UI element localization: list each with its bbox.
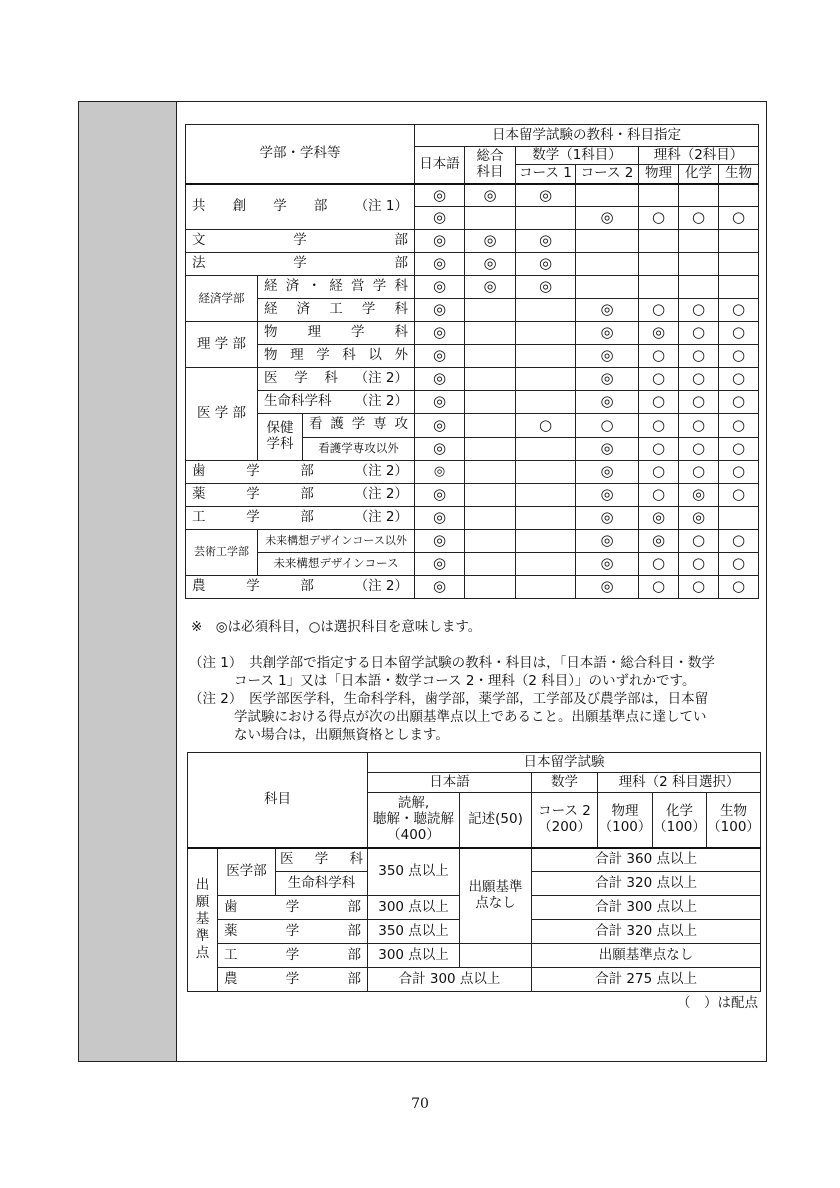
- mark: ◎: [415, 391, 465, 414]
- mark: ◎: [415, 184, 465, 207]
- note-1a: （注 1） 共創学部で指定する日本留学試験の教科・科目は，「日本語・総合科目・数学: [189, 655, 715, 671]
- val-none: 出願基準点なし: [532, 944, 761, 968]
- mark: ○: [719, 414, 759, 438]
- faculty-igakubu: 医学部: [218, 848, 276, 896]
- row-nougaku: 農 学 部: [218, 968, 368, 992]
- header-reading: 読解, 聴解・聴読解 （400）: [368, 793, 460, 848]
- mark: ○: [639, 576, 679, 599]
- mark: ◎: [415, 345, 465, 368]
- mark: ◎: [576, 437, 639, 461]
- header-writing: 記述(50): [460, 793, 532, 848]
- val-350b: 350 点以上: [368, 920, 460, 944]
- mark: ◎: [679, 507, 719, 530]
- dept-igaku: 医 学 科: [276, 848, 368, 872]
- mark: ○: [719, 461, 759, 484]
- mark: ◎: [576, 322, 639, 345]
- mark: ○: [719, 345, 759, 368]
- mark: ◎: [576, 507, 639, 530]
- page-number: 70: [411, 1096, 429, 1112]
- faculty-keizai: 経済学部: [186, 276, 258, 322]
- dept-keizai-kogaku: 経 済 工 学 科: [258, 299, 415, 322]
- mark: ○: [679, 391, 719, 414]
- mark: ◎: [415, 437, 465, 461]
- header-math: 数学（1科目）: [516, 147, 639, 165]
- mark: ◎: [415, 368, 465, 391]
- val-sum300: 合計 300 点以上: [532, 896, 761, 920]
- score-threshold-table: [187, 752, 761, 992]
- mark: ○: [679, 299, 719, 322]
- dept-igaku: 医 学 科 （注 2）: [258, 368, 415, 391]
- page-frame: [78, 101, 767, 1062]
- dept-butsuri-other: 物 理 学 科 以 外: [258, 345, 415, 368]
- header-science: 理科（2科目）: [639, 147, 759, 165]
- row-bun: 文 学 部: [186, 230, 415, 253]
- header-math: 数学: [532, 773, 598, 793]
- mark: ○: [719, 299, 759, 322]
- header-science: 理科（2 科目選択）: [598, 773, 761, 793]
- mark: ◎: [516, 230, 576, 253]
- header-faculty: 学部・学科等: [186, 125, 415, 184]
- mark: ○: [679, 576, 719, 599]
- mark: ○: [719, 391, 759, 414]
- val-300: 300 点以上: [368, 896, 460, 920]
- header-chemistry: 化学: [679, 165, 719, 184]
- mark: ○: [719, 207, 759, 230]
- mark: ○: [719, 553, 759, 576]
- dept-butsuri: 物 理 学 科: [258, 322, 415, 345]
- note-2c: ない場合は，出願無資格とします。: [234, 727, 449, 743]
- mark: ◎: [639, 530, 679, 553]
- mark: ◎: [415, 207, 465, 230]
- mark: ○: [639, 484, 679, 507]
- mark: ◎: [415, 530, 465, 553]
- val-sum275: 合計 275 点以上: [532, 968, 761, 992]
- row-yakugaku: 薬 学 部: [218, 920, 368, 944]
- mark: ◎: [576, 461, 639, 484]
- mark: ◎: [415, 507, 465, 530]
- legend-note: ※ ◎は必須科目，○は選択科目を意味します。: [191, 619, 482, 635]
- mark: ○: [516, 414, 576, 438]
- mark: ○: [639, 414, 679, 438]
- mark: ◎: [415, 253, 465, 276]
- header-physics: 物理: [639, 165, 679, 184]
- gray-sidebar: [79, 102, 177, 1061]
- header-chemistry: 化学 （100）: [653, 793, 707, 848]
- mark: ◎: [639, 507, 679, 530]
- content-area: [185, 102, 766, 1061]
- mark: ○: [719, 437, 759, 461]
- header-japanese: 日本語: [415, 147, 465, 184]
- header-japanese: 日本語: [368, 773, 532, 793]
- header-eju: 日本留学試験: [368, 753, 761, 773]
- mark: ○: [679, 322, 719, 345]
- val-sum320: 合計 320 点以上: [532, 872, 761, 896]
- mark: ◎: [415, 414, 465, 438]
- row-hou: 法 学 部: [186, 253, 415, 276]
- dept-hoken: 保健 学科 看 護 学 専 攻 看護学専攻以外: [258, 414, 415, 461]
- subject-requirement-table: [185, 124, 759, 599]
- header-subject: 科目: [188, 753, 368, 848]
- mark: ◎: [679, 484, 719, 507]
- mark: ◎: [415, 553, 465, 576]
- mark: ◎: [576, 576, 639, 599]
- mark: ◎: [576, 368, 639, 391]
- mark: ○: [679, 345, 719, 368]
- faculty-geijutsu: 芸術工学部: [186, 530, 258, 576]
- val-jp-sum300: 合計 300 点以上: [368, 968, 532, 992]
- dept-seimei: 生命科学科 （注 2）: [258, 391, 415, 414]
- header-course1: コース 1: [516, 165, 576, 184]
- row-kyoso: 共 創 学 部 （注 1）: [186, 184, 415, 230]
- header-course2: コース 2 （200）: [532, 793, 598, 848]
- mark: ◎: [576, 207, 639, 230]
- row-shigaku: 歯 学 部 （注 2）: [186, 461, 415, 484]
- mark: ○: [719, 368, 759, 391]
- points-note: （ ）は配点: [677, 995, 758, 1011]
- mark: ◎: [576, 530, 639, 553]
- mark: ○: [719, 484, 759, 507]
- dept-keizai-keiei: 経 済 ・ 経 営 学 科: [258, 276, 415, 299]
- val-sum360: 合計 360 点以上: [532, 848, 761, 872]
- row-kogaku: 工 学 部 （注 2）: [186, 507, 415, 530]
- mark: ○: [719, 576, 759, 599]
- mark: ○: [679, 461, 719, 484]
- mark: ○: [639, 391, 679, 414]
- mark: ○: [639, 207, 679, 230]
- note-1b: コース 1」又は「日本語・数学コース 2・理科（2 科目）」のいずれかです。: [234, 673, 696, 689]
- dept-geijutsu-other: 未来構想デザインコース以外: [258, 530, 415, 553]
- mark: ◎: [465, 230, 516, 253]
- header-eju: 日本留学試験の教科・科目指定: [415, 125, 759, 147]
- mark: ○: [719, 322, 759, 345]
- row-yakugaku: 薬 学 部 （注 2）: [186, 484, 415, 507]
- mark: ◎: [415, 484, 465, 507]
- faculty-rigaku: 理 学 部: [186, 322, 258, 368]
- mark: ○: [639, 299, 679, 322]
- mark: ◎: [576, 553, 639, 576]
- row-nougaku: 農 学 部 （注 2）: [186, 576, 415, 599]
- mark: ◎: [415, 276, 465, 299]
- mark: ◎: [516, 184, 576, 207]
- mark: ○: [639, 461, 679, 484]
- mark: ○: [679, 414, 719, 438]
- row-shigaku: 歯 学 部: [218, 896, 368, 920]
- val-kijun-nashi: 出願基準 点なし: [460, 848, 532, 944]
- mark: ◎: [576, 391, 639, 414]
- val-300b: 300 点以上: [368, 944, 460, 968]
- mark: ○: [679, 207, 719, 230]
- notes: [189, 654, 769, 744]
- header-sogo: 総合 科目: [465, 147, 516, 184]
- mark: ◎: [516, 276, 576, 299]
- mark: ○: [639, 437, 679, 461]
- dept-geijutsu-mirai: 未来構想デザインコース: [258, 553, 415, 576]
- header-physics: 物理 （100）: [598, 793, 653, 848]
- mark: ◎: [415, 230, 465, 253]
- mark: ○: [679, 553, 719, 576]
- mark: ◎: [465, 253, 516, 276]
- header-biology: 生物 （100）: [707, 793, 761, 848]
- faculty-igaku: 医 学 部: [186, 368, 258, 461]
- side-label: 出 願 基 準 点: [188, 848, 218, 992]
- mark: ◎: [465, 276, 516, 299]
- mark: ○: [719, 530, 759, 553]
- mark: ○: [679, 530, 719, 553]
- header-biology: 生物: [719, 165, 759, 184]
- mark: ○: [679, 437, 719, 461]
- mark: ◎: [465, 184, 516, 207]
- row-kogaku: 工 学 部: [218, 944, 368, 968]
- mark: ◎: [415, 322, 465, 345]
- note-2b: 学試験における得点が次の出願基準点以上であること。出願基準点に達してい: [234, 709, 707, 725]
- mark: ◎: [415, 576, 465, 599]
- mark: ◎: [576, 484, 639, 507]
- val-350: 350 点以上: [368, 848, 460, 896]
- mark: ○: [679, 368, 719, 391]
- mark: ○: [576, 414, 639, 438]
- mark: ◎: [516, 253, 576, 276]
- note-2a: （注 2） 医学部医学科，生命科学科，歯学部，薬学部，工学部及び農学部は，日本留: [189, 691, 709, 707]
- dept-seimei: 生命科学科: [276, 872, 368, 896]
- mark: ◎: [576, 299, 639, 322]
- mark: ◎: [576, 345, 639, 368]
- mark: ◎: [415, 461, 465, 484]
- val-sum320b: 合計 320 点以上: [532, 920, 761, 944]
- mark: ◎: [639, 322, 679, 345]
- mark: ○: [639, 553, 679, 576]
- mark: ○: [639, 368, 679, 391]
- mark: ○: [639, 345, 679, 368]
- mark: ◎: [415, 299, 465, 322]
- header-course2: コース 2: [576, 165, 639, 184]
